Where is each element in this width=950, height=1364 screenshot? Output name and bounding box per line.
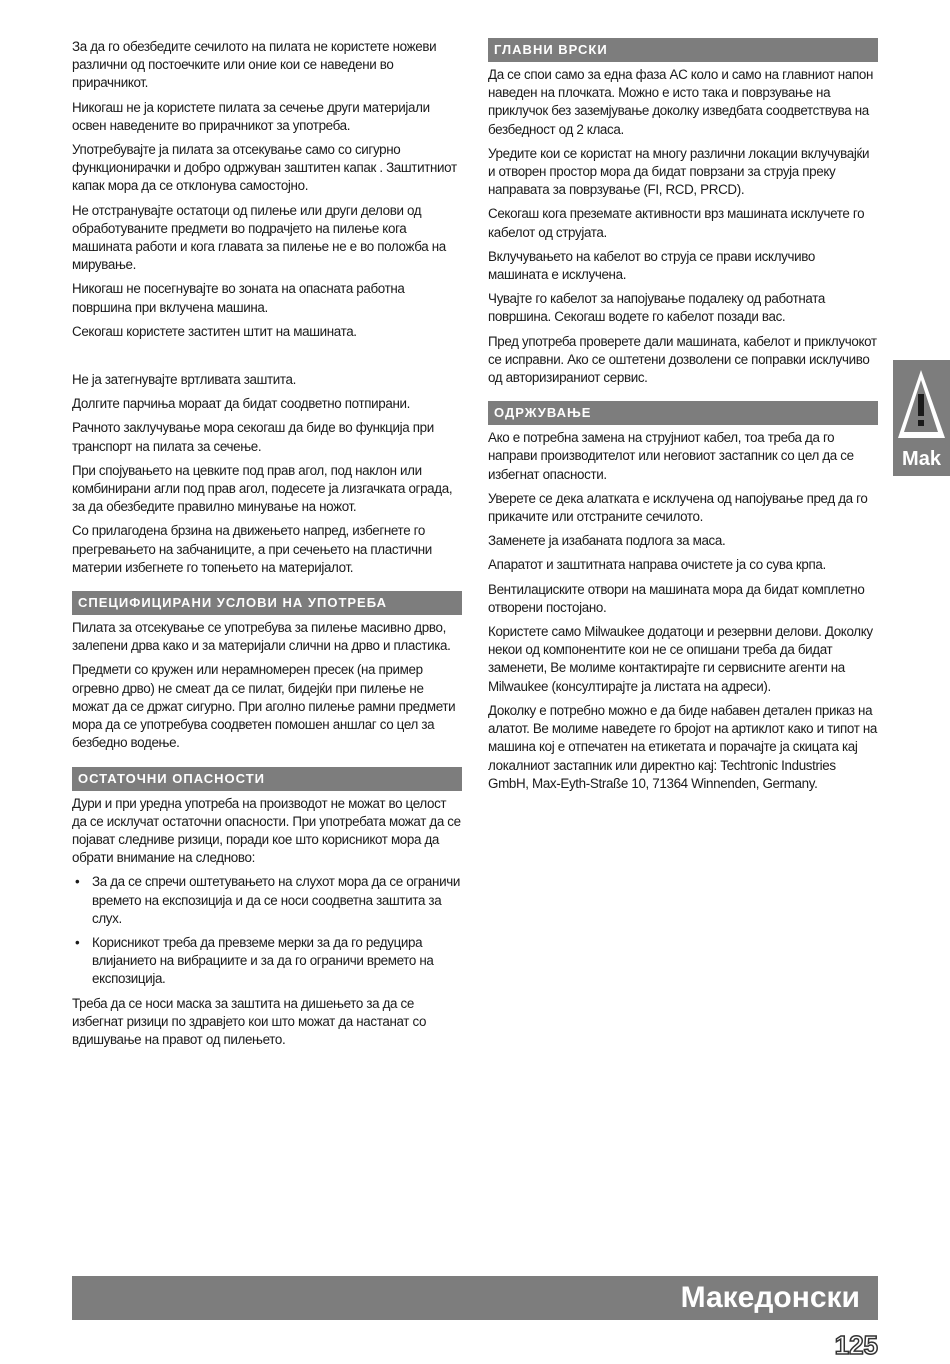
paragraph: Вклучувањето на кабелот во струја се прави исклучиво машината е исклучена.	[488, 248, 815, 283]
section-heading-maintenance: ОДРЖУВАЊЕ	[488, 401, 878, 425]
paragraph: Не ја затегнувајте вртливата заштита.	[72, 372, 297, 388]
paragraph: Уверете се дека алатката е исклучена од напојување пред да го прикачите или отстраните сечилото.	[488, 490, 868, 525]
paragraph: Треба да се носи маска за заштита на дишењето за да се избегнат ризици по здравјето кои што можат да настанат со вдишување на правот од пилењето.	[72, 995, 427, 1047]
paragraph: Секогаш кога преземате активности врз машината исклучете го кабелот од струјата.	[488, 206, 865, 240]
section-heading-residual-risks: ОСТАТОЧНИ ОПАСНОСТИ	[72, 767, 462, 791]
footer-bar	[72, 1276, 878, 1320]
right-column	[488, 38, 878, 799]
paragraph: Предмети со кружен или нерамномерен пресек (на пример огревно дрво) не смеат да се пилат, бидејќи при пилење не можат да се држат сигурно. При аголно пилење рамни предмети мора да се употребува соодветен помошен аншлаг со цел за безбедно водење.	[72, 662, 456, 751]
section-heading-mains-connection: ГЛАВНИ ВРСКИ	[488, 38, 878, 62]
paragraph: Рачното заклучување мора секогаш да биде во функција при транспорт на пилата за сечење.	[72, 420, 434, 454]
paragraph: Да се спои само за една фаза AC коло и само на главниот напон наведен на плочката. Можно е исто така и поврзување на приклучок без заземјување доколку изведбата соодветствува на безбедност од 2 класа.	[488, 67, 873, 137]
paragraph: Користете само Milwaukee додатоци и резервни делови. Доколку некои од компонентите кои не се опишани треба да бидат заменети, Ве молиме контактирајте ги сервисните агенти на Milwaukee (консултирајте ја листата на адреси).	[488, 624, 873, 694]
language-tab-label: Mak	[902, 448, 941, 470]
paragraph: Не отстранувајте остатоци од пилење или други делови од обработуваните предмети во подрачјето на пилење кога машината работи и кога главата за пилење не е во положба на мирување.	[72, 202, 446, 273]
paragraph: При спојувањето на цевките под прав агол, под наклон или комбинирани агли под прав агол, подесете ја лизгачката ограда, за да обезбедите правилно минување на ножот.	[72, 462, 453, 515]
section-heading-specified-use: СПЕЦИФИЦИРАНИ УСЛОВИ НА УПОТРЕБА	[72, 591, 462, 615]
paragraph: Чувајте го кабелот за напојување подалеку од работната површина. Секогаш водете го кабелот позади вас.	[488, 291, 825, 325]
paragraph: Доколку е потребно можно е да биде набавен детален приказ на алатот. Ве молиме наведете го бројот на артиклот како и типот на машина кој е отпечатен на етикетата и порачајте ја скицата кај локалниот застапник или директно кај: Techtronic Industries GmbH, Max-Eyth-Straße 10, 71364 Winnenden, Germany.	[488, 702, 878, 791]
paragraph: За да го обезбедите сечилото на пилата не користете ножеви различни од постоечките или оние кои се наведени во прирачникот.	[72, 39, 437, 91]
warning-triangle-icon	[896, 366, 947, 444]
paragraph: Употребувајте ја пилата за отсекување само со сигурно функционирачки и добро одржуван заштитен капак . Заштитниот капак мора да се отклонува самостојно.	[72, 142, 457, 194]
paragraph: Пилата за отсекување се употребува за пилење масивно дрво, залепени дрва како и за материјали слични на дрво и пластика.	[72, 620, 451, 654]
paragraph: Никогаш не ја користете пилата за сечење други материјали освен наведените во прирачникот за употреба.	[72, 99, 430, 133]
spacer	[72, 347, 462, 371]
paragraph: Долгите парчиња мораат да бидат соодветно потпирани.	[72, 396, 411, 412]
list-item: • Корисникот треба да превземе мерки за да го редуцира влијанието на вибрациите и за да го ограничи времето на експозиција.	[72, 934, 462, 989]
paragraph: Ако е потребна замена на струјниот кабел, тоа треба да го направи производителот или неговиот застапник со цел да се избегнат опасности.	[488, 430, 854, 482]
paragraph: Уредите кои се користат на многу различни локации вклучувајќи и отворен простор мора да бидат поврзани за струја преку направата за поврзување (FI, RCD, PRCD).	[488, 145, 870, 198]
footer-language-title: Македонски	[680, 1281, 860, 1314]
paragraph: Пред употреба проверете дали машината, кабелот и приклучокот се исправни. Ако се оштетени дозволени се поправки исклучиво од авторизираниот сервис.	[488, 333, 877, 386]
paragraph: Дури и при уредна употреба на производот не можат во целост да се исклучат остаточни опасности. При употребата можат да се појават следниве ризици, поради кое што корисникот мора да обрати внимание на следново:	[72, 795, 461, 866]
language-tab	[893, 360, 950, 476]
paragraph: Со прилагодена брзина на движењето напред, избегнете го прегревањето на забчаниците, а при сечењето на пластични материи избегнете го топењето на материјалот.	[72, 523, 432, 575]
left-column	[72, 38, 462, 1055]
paragraph: Заменете ја изабаната подлога за маса.	[488, 533, 726, 549]
page-number: 125	[834, 1330, 878, 1360]
paragraph: Апаратот и заштитната направа очистете ја со сува крпа.	[488, 557, 826, 573]
paragraph: Вентилациските отвори на машината мора да бидат комплетно отворени постојано.	[488, 581, 865, 615]
paragraph: Секогаш користете заститен штит на машината.	[72, 323, 357, 339]
paragraph: Никогаш не посегнувајте во зоната на опасната работна површина при вклучена машина.	[72, 281, 405, 315]
bullet-list	[72, 873, 462, 988]
list-item: • За да се спречи оштетувањето на слухот мора да се ограничи времето на експозиција и да се носи соодветна заштита за слух.	[72, 873, 462, 928]
